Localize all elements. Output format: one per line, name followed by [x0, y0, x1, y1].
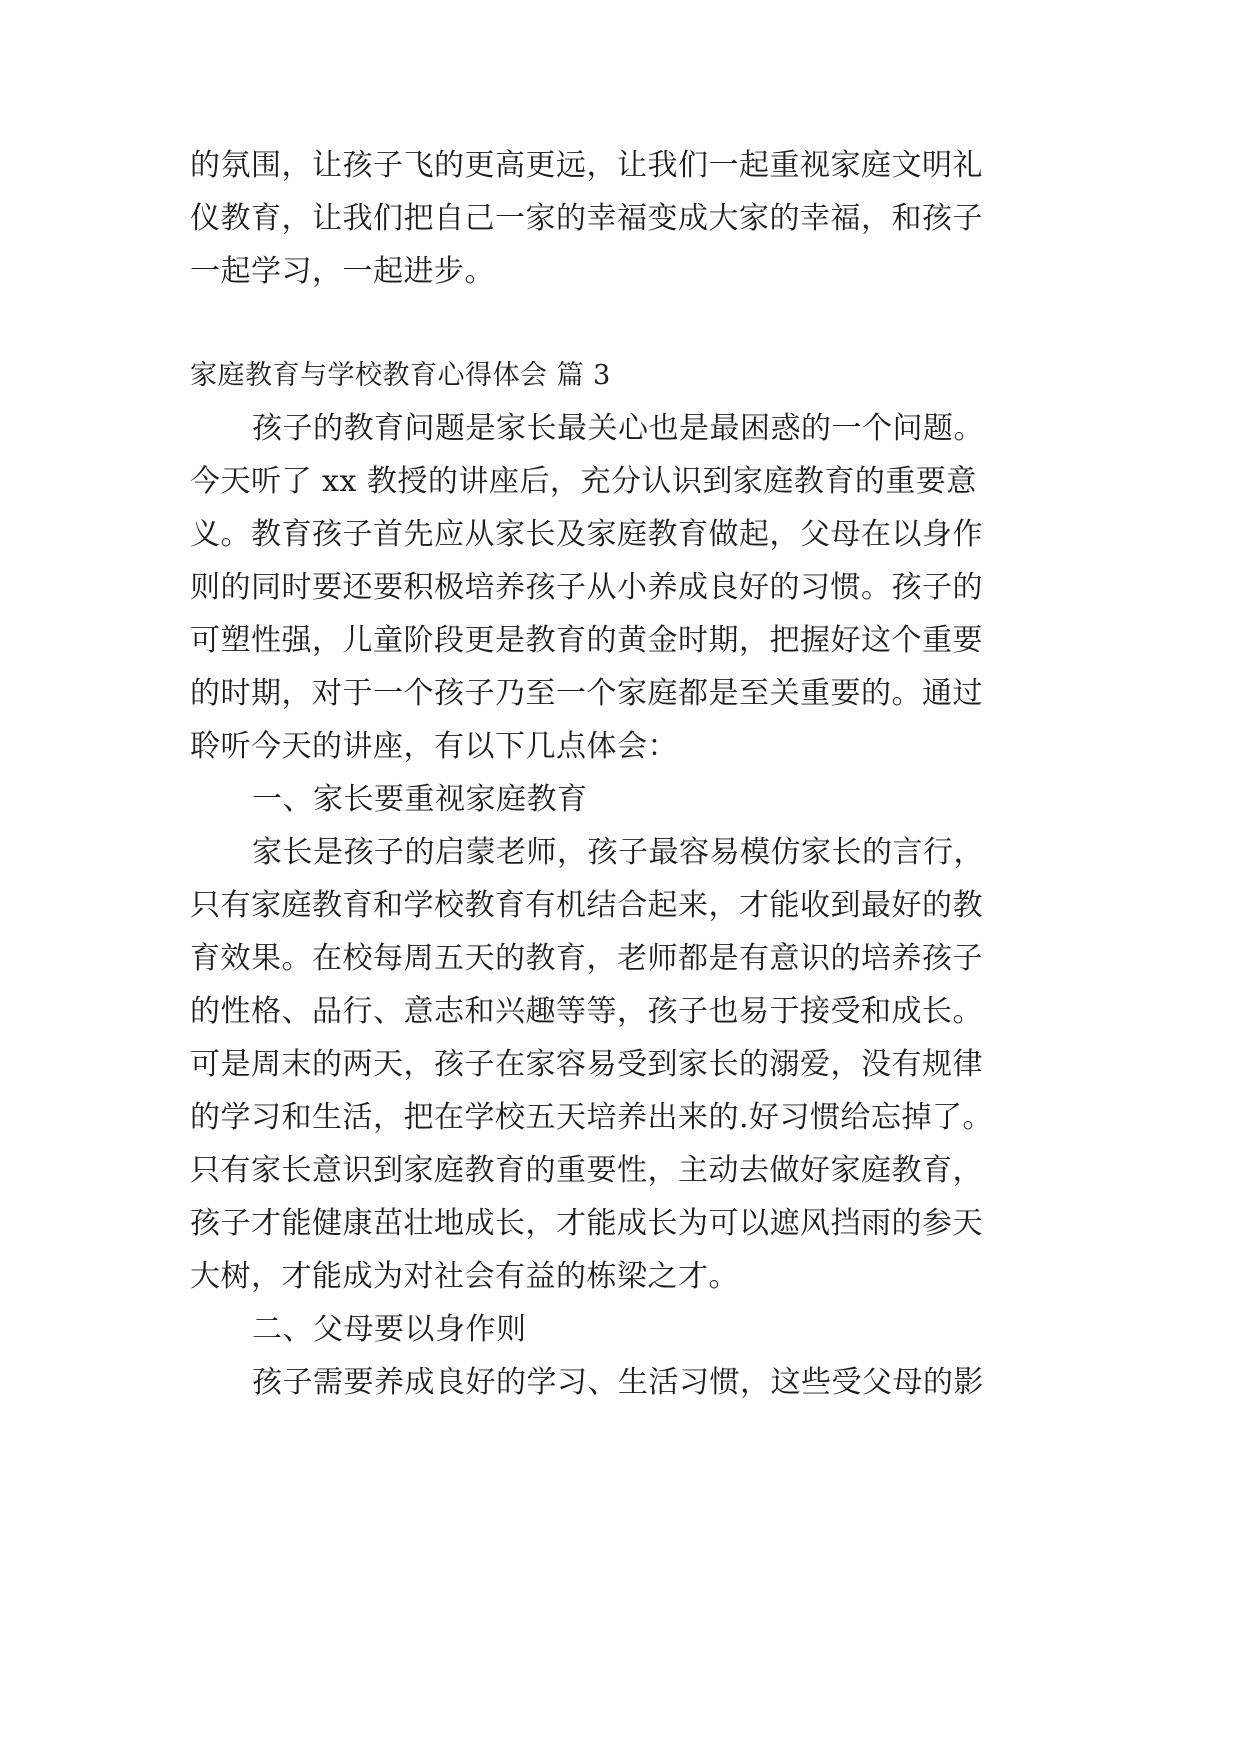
paragraph-line: 育效果。在校每周五天的教育，老师都是有意识的培养孩子 [190, 941, 983, 976]
paragraph-line: 的时期，对于一个孩子乃至一个家庭都是至关重要的。通过 [190, 676, 983, 711]
paragraph-line: 只有家长意识到家庭教育的重要性，主动去做好家庭教育， [190, 1153, 983, 1188]
paragraph-line: 大树，才能成为对社会有益的栋梁之才。 [190, 1259, 739, 1294]
paragraph-line: 聆听今天的讲座，有以下几点体会： [190, 729, 678, 764]
paragraph-line: 只有家庭教育和学校教育有机结合起来，才能收到最好的教 [190, 888, 983, 923]
paragraph-line: 家长是孩子的启蒙老师，孩子最容易模仿家长的言行， [252, 835, 984, 870]
paragraph-line: 可是周末的两天，孩子在家容易受到家长的溺爱，没有规律 [190, 1047, 983, 1082]
prev-paragraph-line: 的氛围，让孩子飞的更高更远，让我们一起重视家庭文明礼 [190, 148, 983, 183]
prev-paragraph-line: 一起学习，一起进步。 [190, 254, 495, 289]
paragraph-line: 孩子需要养成良好的学习、生活习惯，这些受父母的影 [252, 1365, 984, 1400]
paragraph-line: 可塑性强，儿童阶段更是教育的黄金时期，把握好这个重要 [190, 623, 983, 658]
prev-paragraph-line: 仪教育，让我们把自己一家的幸福变成大家的幸福，和孩子 [190, 201, 983, 236]
section-title: 家庭教育与学校教育心得体会 篇 3 [190, 360, 611, 391]
paragraph-line: 今天听了 xx 教授的讲座后，充分认识到家庭教育的重要意 [190, 464, 977, 499]
subheading: 二、父母要以身作则 [252, 1312, 527, 1347]
paragraph-line: 的性格、品行、意志和兴趣等等，孩子也易于接受和成长。 [190, 994, 983, 1029]
paragraph-line: 的学习和生活，把在学校五天培养出来的.好习惯给忘掉了。 [190, 1100, 994, 1135]
paragraph-line: 则的同时要还要积极培养孩子从小养成良好的习惯。孩子的 [190, 570, 983, 605]
subheading: 一、家长要重视家庭教育 [252, 782, 588, 817]
paragraph-line: 义。教育孩子首先应从家长及家庭教育做起，父母在以身作 [190, 517, 983, 552]
paragraph-line: 孩子才能健康茁壮地成长，才能成长为可以遮风挡雨的参天 [190, 1206, 983, 1241]
paragraph-line: 孩子的教育问题是家长最关心也是最困惑的一个问题。 [252, 411, 984, 446]
